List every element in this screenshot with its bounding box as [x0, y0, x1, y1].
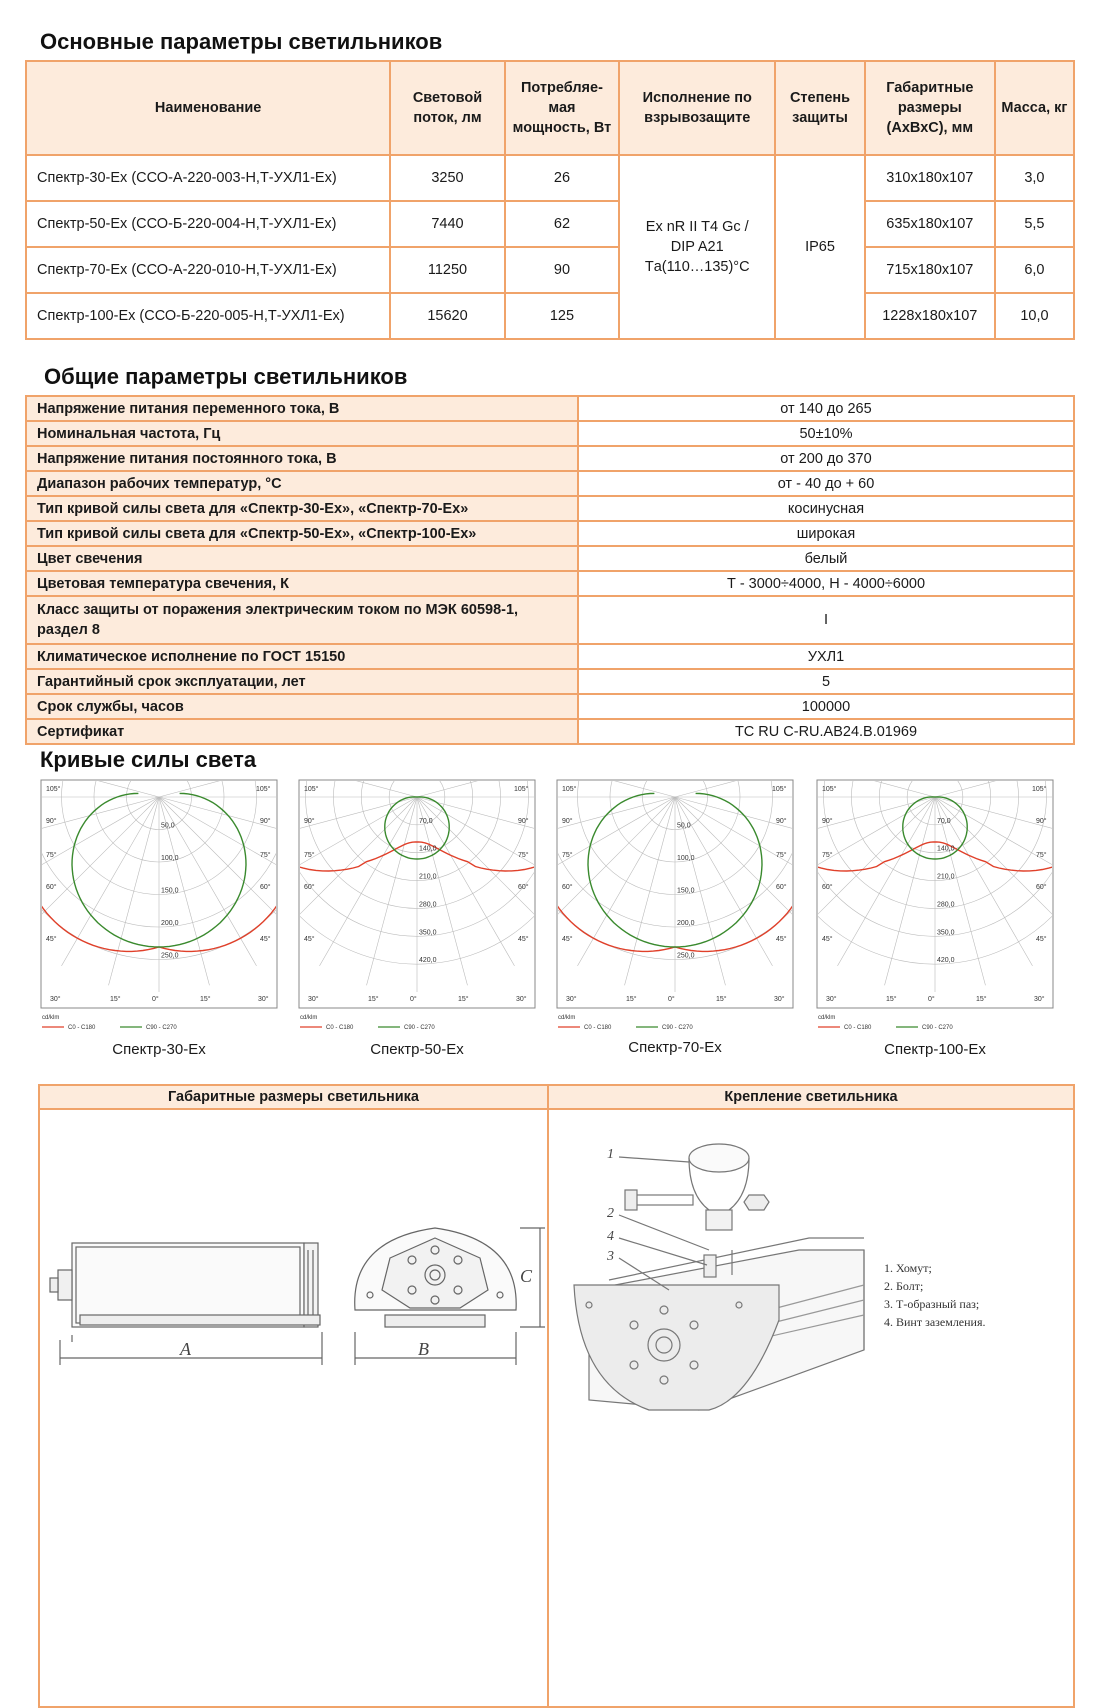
curve-caption: Спектр-70-Ex — [628, 1039, 722, 1056]
param-name: Гарантийный срок эксплуатации, лет — [26, 669, 578, 694]
legend-c90: C90 - C270 — [146, 1025, 177, 1031]
angle-label: 60° — [46, 884, 57, 891]
param-row — [26, 421, 1074, 446]
angle-label: 75° — [776, 852, 787, 859]
row-power: 90 — [505, 247, 619, 293]
angle-label: 75° — [562, 852, 573, 859]
main-params-table — [25, 60, 1075, 340]
angle-label: 90° — [46, 818, 57, 825]
general-params-table — [25, 395, 1075, 745]
col-header-flux: Световой поток, лм — [390, 61, 504, 155]
dim-a-label: A — [180, 1339, 191, 1359]
param-name: Класс защиты от поражения электрическим током по МЭК 60598-1, раздел 8 — [26, 596, 578, 644]
param-row — [26, 669, 1074, 694]
row-mass: 5,5 — [995, 201, 1074, 247]
col-header-name: Наименование — [26, 61, 390, 155]
param-row — [26, 719, 1074, 744]
ring-label: 280,0 — [419, 901, 437, 909]
legend-item: 3. Т-образный паз; — [884, 1297, 980, 1311]
param-row — [26, 496, 1074, 521]
angle-label: 90° — [260, 818, 271, 825]
row-power: 125 — [505, 293, 619, 339]
param-value: ТС RU C-RU.АВ24.В.01969 — [578, 719, 1074, 744]
param-row — [26, 694, 1074, 719]
angle-label: 90° — [518, 818, 529, 825]
ip-cell: IP65 — [775, 155, 865, 339]
general-params-title: Общие параметры светильников — [44, 364, 408, 389]
mounting-drawing-cell — [548, 1109, 1074, 1707]
legend-c0: C0 - C180 — [326, 1025, 354, 1031]
angle-label: 105° — [46, 786, 61, 793]
angle-label: 30° — [516, 996, 527, 1003]
angle-label: 15° — [886, 996, 897, 1003]
param-name: Напряжение питания переменного тока, В — [26, 396, 578, 421]
param-value: широкая — [578, 521, 1074, 546]
angle-label: 15° — [110, 996, 121, 1003]
row-flux: 3250 — [390, 155, 504, 201]
angle-label: 105° — [562, 786, 577, 793]
param-name: Тип кривой силы света для «Спектр-50-Ex», «Спектр-100-Ex» — [26, 521, 578, 546]
light-curve-spektr-70 — [556, 779, 794, 1056]
angle-label: 45° — [776, 936, 787, 943]
ring-label: 250,0 — [677, 952, 695, 960]
param-value: косинусная — [578, 496, 1074, 521]
param-row — [26, 396, 1074, 421]
legend-c0: C0 - C180 — [844, 1025, 872, 1031]
param-value: I — [578, 596, 1074, 644]
ring-label: 70,0 — [419, 817, 433, 825]
angle-label: 60° — [562, 884, 573, 891]
angle-label: 45° — [518, 936, 529, 943]
table-row — [26, 247, 1074, 293]
angle-label: 75° — [260, 852, 271, 859]
angle-label: 0° — [928, 996, 935, 1003]
light-curve-spektr-30 — [40, 779, 278, 1058]
angle-label: 60° — [1036, 884, 1047, 891]
angle-label: 30° — [1034, 996, 1045, 1003]
row-dims: 635х180х107 — [865, 201, 995, 247]
dimensions-drawing-cell — [39, 1109, 548, 1707]
ex-line: DIP A21 — [670, 239, 724, 255]
legend-c90: C90 - C270 — [404, 1025, 435, 1031]
dimensions-drawing — [40, 1110, 547, 1706]
angle-label: 15° — [626, 996, 637, 1003]
legend-c90: C90 - C270 — [922, 1025, 953, 1031]
row-mass: 10,0 — [995, 293, 1074, 339]
unit-label: cd/klm — [558, 1015, 576, 1021]
param-name: Напряжение питания постоянного тока, В — [26, 446, 578, 471]
polar-chart — [816, 779, 1054, 1034]
angle-label: 105° — [1032, 786, 1047, 793]
polar-chart — [556, 779, 794, 1034]
mounting-table — [38, 1084, 1075, 1708]
angle-label: 15° — [458, 996, 469, 1003]
param-row — [26, 644, 1074, 669]
ring-label: 140,0 — [419, 845, 437, 853]
param-value: 100000 — [578, 694, 1074, 719]
light-curve-spektr-50 — [298, 779, 536, 1058]
angle-label: 45° — [562, 936, 573, 943]
angle-label: 60° — [776, 884, 787, 891]
param-name: Климатическое исполнение по ГОСТ 15150 — [26, 644, 578, 669]
curve-caption: Спектр-50-Ex — [370, 1041, 464, 1058]
legend-c0: C0 - C180 — [584, 1025, 612, 1031]
legend-item: 1. Хомут; — [884, 1261, 932, 1275]
ring-label: 150,0 — [677, 887, 695, 895]
param-value: от - 40 до + 60 — [578, 471, 1074, 496]
ring-label: 100,0 — [677, 855, 695, 862]
param-row — [26, 596, 1074, 644]
mounting-header: Крепление светильника — [548, 1085, 1074, 1109]
dim-c-label: C — [520, 1266, 533, 1286]
angle-label: 45° — [822, 936, 833, 943]
polar-chart — [40, 779, 278, 1034]
angle-label: 15° — [716, 996, 727, 1003]
dimensions-header: Габаритные размеры светильника — [39, 1085, 548, 1109]
param-name: Цветовая температура свечения, К — [26, 571, 578, 596]
angle-label: 60° — [260, 884, 271, 891]
callout-2: 2 — [607, 1206, 614, 1221]
angle-label: 105° — [772, 786, 787, 793]
angle-label: 0° — [410, 996, 417, 1003]
param-value: от 140 до 265 — [578, 396, 1074, 421]
angle-label: 30° — [826, 996, 837, 1003]
angle-label: 30° — [774, 996, 785, 1003]
table-row — [26, 293, 1074, 339]
ring-label: 420,0 — [419, 957, 437, 965]
ring-label: 70,0 — [937, 817, 951, 825]
angle-label: 15° — [368, 996, 379, 1003]
param-name: Сертификат — [26, 719, 578, 744]
legend-c0: C0 - C180 — [68, 1025, 96, 1031]
callout-1: 1 — [607, 1147, 614, 1162]
angle-label: 60° — [518, 884, 529, 891]
mounting-drawing — [549, 1110, 1077, 1706]
col-header-dims: Габаритные размеры (АхВхС), мм — [865, 61, 995, 155]
curve-caption: Спектр-30-Ex — [112, 1041, 206, 1058]
param-row — [26, 546, 1074, 571]
angle-label: 30° — [50, 996, 61, 1003]
table-row — [26, 155, 1074, 201]
param-row — [26, 571, 1074, 596]
angle-label: 75° — [304, 852, 315, 859]
col-header-ip: Степень защиты — [775, 61, 865, 155]
angle-label: 60° — [822, 884, 833, 891]
row-name: Спектр-70-Ex (ССО-А-220-010-Н,Т-УХЛ1-Ex) — [26, 247, 390, 293]
row-mass: 6,0 — [995, 247, 1074, 293]
angle-label: 15° — [200, 996, 211, 1003]
ring-label: 200,0 — [677, 920, 695, 927]
param-name: Цвет свечения — [26, 546, 578, 571]
unit-label: cd/klm — [300, 1015, 318, 1021]
angle-label: 90° — [562, 818, 573, 825]
ring-label: 140,0 — [937, 845, 955, 853]
curve-caption: Спектр-100-Ex — [884, 1041, 986, 1058]
ring-label: 350,0 — [937, 929, 955, 937]
ring-label: 150,0 — [161, 887, 179, 895]
ring-label: 100,0 — [161, 855, 179, 862]
ring-label: 280,0 — [937, 901, 955, 909]
ring-label: 200,0 — [161, 920, 179, 927]
param-value: от 200 до 370 — [578, 446, 1074, 471]
param-name: Срок службы, часов — [26, 694, 578, 719]
param-name: Диапазон рабочих температур, °С — [26, 471, 578, 496]
row-dims: 715х180х107 — [865, 247, 995, 293]
angle-label: 30° — [258, 996, 269, 1003]
angle-label: 45° — [260, 936, 271, 943]
param-value: 50±10% — [578, 421, 1074, 446]
main-params-title: Основные параметры светильников — [40, 29, 443, 54]
angle-label: 105° — [256, 786, 271, 793]
angle-label: 90° — [304, 818, 315, 825]
angle-label: 75° — [46, 852, 57, 859]
angle-label: 90° — [822, 818, 833, 825]
param-row — [26, 446, 1074, 471]
ring-label: 210,0 — [937, 873, 955, 881]
param-name: Тип кривой силы света для «Спектр-30-Ex», «Спектр-70-Ex» — [26, 496, 578, 521]
ring-label: 250,0 — [161, 952, 179, 960]
ring-label: 50,0 — [161, 822, 175, 830]
col-header-mass: Масса, кг — [995, 61, 1074, 155]
row-dims: 310х180х107 — [865, 155, 995, 201]
param-value: Т - 3000÷4000, Н - 4000÷6000 — [578, 571, 1074, 596]
angle-label: 90° — [1036, 818, 1047, 825]
row-flux: 15620 — [390, 293, 504, 339]
dim-b-label: B — [418, 1339, 429, 1359]
angle-label: 90° — [776, 818, 787, 825]
angle-label: 75° — [518, 852, 529, 859]
ring-label: 420,0 — [937, 957, 955, 965]
row-power: 26 — [505, 155, 619, 201]
ex-protection-cell — [619, 155, 775, 339]
angle-label: 30° — [566, 996, 577, 1003]
legend-item: 4. Винт заземления. — [884, 1315, 986, 1329]
angle-label: 105° — [304, 786, 319, 793]
angle-label: 105° — [822, 786, 837, 793]
ring-label: 350,0 — [419, 929, 437, 937]
row-flux: 11250 — [390, 247, 504, 293]
ex-line: Tа(110…135)°C — [644, 259, 750, 275]
param-value: белый — [578, 546, 1074, 571]
callout-3: 3 — [607, 1249, 614, 1264]
angle-label: 30° — [308, 996, 319, 1003]
param-value: УХЛ1 — [578, 644, 1074, 669]
row-mass: 3,0 — [995, 155, 1074, 201]
unit-label: cd/klm — [818, 1015, 836, 1021]
param-row — [26, 471, 1074, 496]
callout-4: 4 — [607, 1229, 614, 1244]
param-value: 5 — [578, 669, 1074, 694]
light-curve-spektr-100 — [816, 779, 1054, 1058]
param-row — [26, 521, 1074, 546]
angle-label: 0° — [668, 996, 675, 1003]
angle-label: 0° — [152, 996, 159, 1003]
param-name: Номинальная частота, Гц — [26, 421, 578, 446]
col-header-ex: Исполнение по взрывозащите — [619, 61, 775, 155]
angle-label: 45° — [1036, 936, 1047, 943]
ring-label: 50,0 — [677, 822, 691, 830]
polar-chart — [298, 779, 536, 1034]
legend-c90: C90 - C270 — [662, 1025, 693, 1031]
ring-label: 210,0 — [419, 873, 437, 881]
unit-label: cd/klm — [42, 1015, 60, 1021]
angle-label: 15° — [976, 996, 987, 1003]
angle-label: 75° — [1036, 852, 1047, 859]
row-name: Спектр-100-Ex (ССО-Б-220-005-Н,Т-УХЛ1-Ex) — [26, 293, 390, 339]
row-dims: 1228х180х107 — [865, 293, 995, 339]
col-header-power: Потребляе-мая мощность, Вт — [505, 61, 619, 155]
angle-label: 45° — [304, 936, 315, 943]
angle-label: 75° — [822, 852, 833, 859]
row-flux: 7440 — [390, 201, 504, 247]
legend-item: 2. Болт; — [884, 1279, 924, 1293]
angle-label: 60° — [304, 884, 315, 891]
ex-line: Ex nR II T4 Gc / — [645, 219, 749, 235]
curves-title: Кривые силы света — [40, 747, 257, 772]
angle-label: 45° — [46, 936, 57, 943]
table-row — [26, 201, 1074, 247]
row-name: Спектр-50-Ex (ССО-Б-220-004-Н,Т-УХЛ1-Ex) — [26, 201, 390, 247]
row-name: Спектр-30-Ex (ССО-А-220-003-Н,Т-УХЛ1-Ex) — [26, 155, 390, 201]
angle-label: 105° — [514, 786, 529, 793]
row-power: 62 — [505, 201, 619, 247]
